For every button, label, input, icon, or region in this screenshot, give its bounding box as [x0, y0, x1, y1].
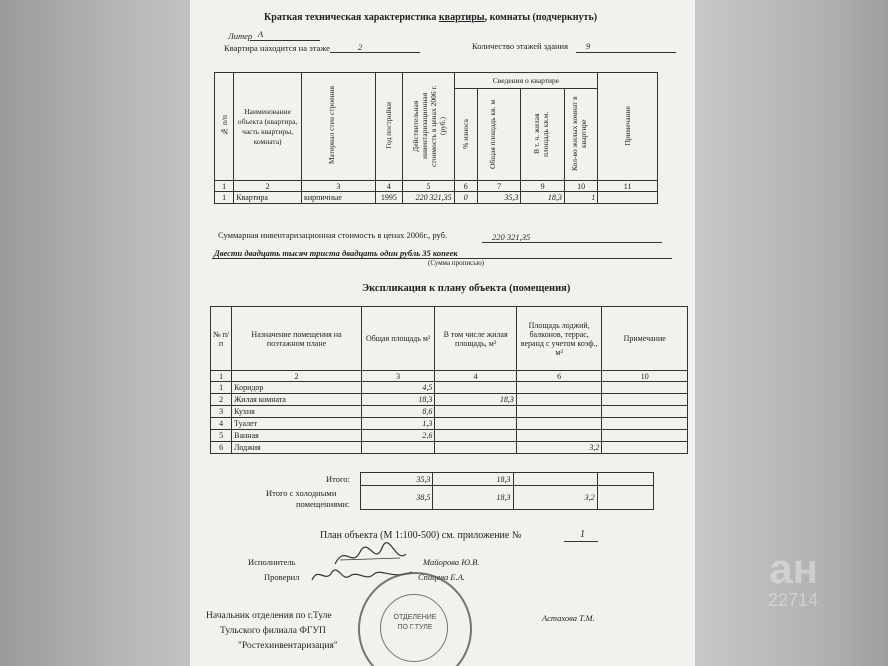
doc-title — [264, 12, 597, 23]
floors-value: 9 — [586, 41, 591, 51]
watermark-id: 22714 — [767, 590, 818, 610]
summary-words: Двести двадцать тысяч триста двадцать один рубль 35 копеек — [214, 248, 458, 258]
t1-h-cost: Действительная инвентаризационная стоимость в ценах 2006 г. (руб.) — [403, 73, 455, 181]
totals-row: 35,3 18,3 — [361, 473, 654, 486]
title-part-a: Краткая техническая характеристика — [264, 12, 437, 23]
apartment-table — [214, 72, 658, 204]
totals-table — [360, 472, 654, 510]
t1-h-total: Общая площадь кв. м — [477, 89, 520, 181]
summary-label: Суммарная инвентаризационная стоимость в ценах 2006г., руб. — [218, 230, 448, 240]
t1-number-row: 1 2 3 4 5 6 7 9 10 11 — [215, 181, 658, 192]
title-part-b: квартиры — [438, 12, 485, 23]
background-left — [0, 0, 190, 666]
t1-h-rooms: Кол-во жилых комнат в квартире — [564, 89, 597, 181]
t1-h-wear: % износа — [454, 89, 477, 181]
cold-total-label-1: Итого с холодными — [266, 488, 337, 498]
chief-name: Астахова Т.М. — [542, 613, 595, 623]
t1-h-note: Примечание — [598, 73, 658, 181]
executor-name: Майорова Ю.В. — [423, 557, 480, 567]
floors-label: Количество этажей здания — [472, 41, 569, 51]
executor-label: Исполнитель — [248, 557, 296, 567]
plan-underline — [564, 541, 598, 542]
floor-value: 2 — [358, 42, 363, 52]
summary-value: 220 321,35 — [492, 232, 531, 242]
summary-caption: (Сумма прописью) — [428, 259, 484, 267]
table-row: 4 Туалет 1,3 — [211, 418, 688, 430]
t1-h-living: В т. ч. жилая площадь кв.м. — [521, 89, 564, 181]
floor-label: Квартира находится на этаже — [224, 43, 330, 53]
t2-number-row: 1 2 3 4 6 10 — [211, 371, 688, 382]
chief-line-2: Тульского филиала ФГУП — [220, 626, 326, 636]
explication-table — [210, 306, 688, 454]
stamp-text-1: ОТДЕЛЕНИЕ — [393, 614, 437, 621]
total-label: Итого: — [326, 474, 350, 484]
table-row: 3 Кухня 8,6 — [211, 406, 688, 418]
table-row: 5 Ванная 2,6 — [211, 430, 688, 442]
cold-totals-row: 38,5 18,3 3,2 — [361, 486, 654, 510]
floor-underline — [330, 52, 420, 53]
t1-h-year: Год постройки — [375, 73, 402, 181]
liter-label: Литер — [228, 31, 253, 41]
summary-underline — [482, 242, 662, 243]
liter-value: А — [258, 29, 264, 39]
t1-data-row: 1 Квартира кирпичные 1995 220 321,35 0 35,3 18,3 1 — [215, 192, 658, 204]
stamp-text-2: ПО Г.ТУЛЕ — [397, 624, 433, 631]
document-page — [190, 0, 695, 666]
plan-text: План объекта (М 1:100-500) см. приложение № — [320, 530, 522, 541]
table-row: 1 Коридор 4,5 — [211, 382, 688, 394]
table-row: 2 Жилая комната 18,3 18,3 — [211, 394, 688, 406]
chief-line-1: Начальник отделения по г.Туле — [206, 611, 332, 621]
table-row: 6 Лоджия 3,2 — [211, 442, 688, 454]
t1-h-material: Материал стен строения — [301, 73, 375, 181]
t1-h-info: Сведения о квартире — [454, 73, 598, 89]
cold-total-label-2: помещениями: — [296, 499, 350, 509]
chief-line-3: "Ростехинвентаризация" — [238, 641, 338, 651]
t2-header-row: № п/п Назначение помещения на поэтажном плане Общая площадь м² В том числе жилая площадь, м² Площадь лоджий, балконов, террас, веранд с учетом коэф., м² Примечание — [211, 307, 688, 371]
plan-value: 1 — [580, 529, 585, 540]
title-part-c: , комнаты (подчеркнуть) — [484, 12, 598, 23]
explication-title: Экспликация к плану объекта (помещения) — [362, 283, 571, 294]
floors-underline — [576, 52, 676, 53]
checked-label: Проверил — [264, 572, 300, 582]
liter-underline — [250, 40, 320, 41]
checked-name: Спицева Е.А. — [418, 572, 466, 582]
watermark-logo: ан — [769, 545, 818, 592]
t1-h-num: № п/п — [215, 73, 234, 181]
t1-h-name: Наименование объекта (квартира, часть квартиры, комната) — [234, 73, 302, 181]
